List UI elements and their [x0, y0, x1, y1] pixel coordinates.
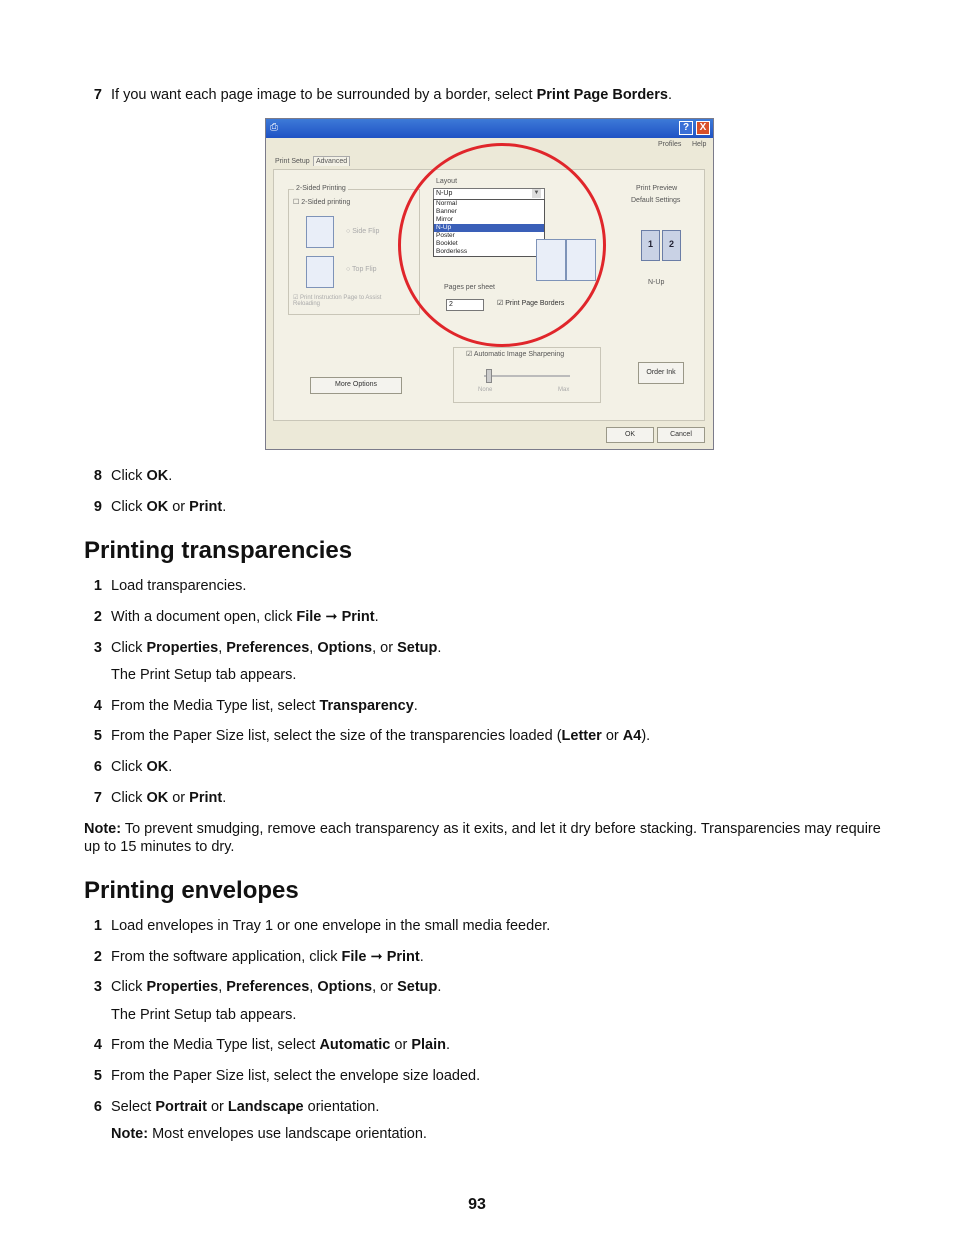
layout-option[interactable]: Booklet: [436, 240, 458, 247]
order-ink-button[interactable]: Order Ink: [638, 362, 684, 384]
step-text: From the Media Type list, select: [111, 1037, 320, 1053]
step-bold: Letter: [561, 728, 602, 744]
step-bold: Print: [189, 499, 223, 515]
side-flip-label: Side Flip: [352, 228, 380, 235]
nup-preview-page-1: 1: [641, 230, 660, 261]
step-text: With a document open, click: [111, 609, 297, 625]
step-number: 3: [93, 979, 102, 995]
step-text: .: [445, 1037, 450, 1053]
layout-option-selected[interactable]: N-Up: [434, 224, 544, 232]
arrow-icon: ➞: [370, 949, 383, 965]
step-bold: Properties: [146, 979, 219, 995]
step-number: 1: [93, 578, 102, 594]
step-bold: OK: [146, 759, 169, 775]
slider-max-label: Max: [558, 387, 570, 393]
step-text: ,: [309, 979, 318, 995]
step-bold: Setup: [397, 979, 438, 995]
side-flip-icon: [306, 216, 334, 248]
dialog-titlebar: [266, 119, 713, 138]
layout-option[interactable]: Banner: [436, 208, 457, 215]
tab-print-setup[interactable]: Print Setup: [275, 158, 310, 165]
step-bold: OK: [146, 468, 169, 484]
slider-none-label: None: [478, 387, 493, 393]
top-flip-icon: [306, 256, 334, 288]
layout-option[interactable]: Normal: [436, 200, 457, 207]
step-bold: OK: [146, 790, 169, 806]
step-text: From the Paper Size list, select the size of the transparencies loaded (: [111, 728, 562, 744]
step-text: Click: [111, 790, 147, 806]
step-text: .: [222, 499, 227, 515]
step-text: ,: [218, 640, 227, 656]
highlight-circle: [398, 143, 606, 347]
step-number: 6: [93, 1099, 102, 1115]
step-text: or: [168, 499, 190, 515]
step-bold: OK: [146, 499, 169, 515]
step-number: 2: [93, 949, 102, 965]
layout-value: N-Up: [436, 190, 453, 197]
step-text: .: [419, 949, 424, 965]
section-title-envelopes: Printing envelopes: [84, 877, 299, 904]
step-number: 3: [93, 640, 102, 656]
nup-preview-page-2: 2: [662, 230, 681, 261]
page-number: 93: [468, 1196, 486, 1213]
help-link[interactable]: Help: [692, 141, 707, 148]
step-text: From the software application, click: [111, 949, 342, 965]
step-bold: Print Page Borders: [536, 87, 668, 103]
tab-advanced[interactable]: Advanced: [313, 156, 350, 166]
sharpening-slider-track[interactable]: [484, 375, 570, 377]
step-bold: Plain: [411, 1037, 446, 1053]
step-number: 1: [93, 918, 102, 934]
step-bold: Options: [317, 979, 373, 995]
step-number: 8: [93, 468, 102, 484]
step-number: 5: [93, 728, 102, 744]
layout-label: Layout: [436, 178, 458, 185]
step-bold: Print: [341, 609, 375, 625]
step-bold: Properties: [146, 640, 219, 656]
two-sided-checkbox[interactable]: ☐ 2-Sided printing: [293, 199, 351, 206]
ok-button[interactable]: OK: [606, 427, 654, 443]
step-text: Click: [111, 979, 147, 995]
step-number: 7: [93, 790, 102, 806]
profiles-link[interactable]: Profiles: [658, 141, 682, 148]
step-bold: Preferences: [226, 640, 310, 656]
pages-per-sheet-value: 2: [449, 301, 453, 308]
step-number: 4: [93, 1037, 102, 1053]
step-text: ).: [641, 728, 651, 744]
step-bold: Options: [317, 640, 373, 656]
step-number: 9: [93, 499, 102, 515]
default-settings-label: Default Settings: [631, 197, 681, 204]
more-options-button[interactable]: More Options: [310, 377, 402, 394]
auto-sharpening-label: Automatic Image Sharpening: [473, 351, 565, 358]
arrow-icon: ➞: [325, 609, 338, 625]
step-number: 5: [93, 1068, 102, 1084]
step-text: Select: [111, 1099, 156, 1115]
step-text: .: [168, 468, 173, 484]
step-bold: Portrait: [155, 1099, 207, 1115]
step-text: , or: [372, 640, 398, 656]
step-bold: Transparency: [319, 698, 414, 714]
layout-option[interactable]: Poster: [436, 232, 455, 239]
note-label: Note:: [84, 821, 122, 837]
layout-option[interactable]: Borderless: [436, 248, 468, 255]
step-number: 6: [93, 759, 102, 775]
auto-sharpening-checkbox[interactable]: ☑ Automatic Image Sharpening: [466, 351, 565, 358]
step-text: From the Paper Size list, select the envelope size loaded.: [111, 1068, 481, 1084]
sharpening-slider-handle[interactable]: [486, 369, 492, 383]
print-preview-label: Print Preview: [636, 185, 678, 192]
step-text: .: [437, 640, 442, 656]
step-text: Click: [111, 468, 147, 484]
nup-caption: N-Up: [648, 279, 665, 286]
step-text: Load transparencies.: [111, 578, 247, 594]
step-bold: A4: [622, 728, 642, 744]
step-text: .: [667, 87, 672, 103]
step-text: or: [168, 790, 190, 806]
pages-per-sheet-label: Pages per sheet: [444, 284, 495, 291]
section-title-transparencies: Printing transparencies: [84, 537, 353, 564]
step-bold: Print: [189, 790, 223, 806]
step-bold: File: [296, 609, 322, 625]
step-bold: Automatic: [319, 1037, 391, 1053]
note-label: Note:: [111, 1126, 149, 1142]
step-text: .: [437, 979, 442, 995]
two-sided-label: 2-Sided printing: [301, 199, 351, 206]
step-text: .: [222, 790, 227, 806]
step-number: 2: [93, 609, 102, 625]
step-text: or: [601, 728, 623, 744]
top-flip-radio[interactable]: ○ Top Flip: [346, 266, 377, 273]
layout-option[interactable]: Mirror: [436, 216, 453, 223]
step-text: .: [413, 698, 418, 714]
e-step-3-result: The Print Setup tab appears.: [111, 1007, 297, 1023]
step-number: 4: [93, 698, 102, 714]
step-bold: Setup: [397, 640, 438, 656]
step-text: If you want each page image to be surrounded by a border, select: [111, 87, 537, 103]
note-envelopes: [111, 1125, 427, 1143]
help-icon[interactable]: ?: [679, 121, 693, 135]
t-step-3-result: The Print Setup tab appears.: [111, 667, 297, 683]
print-instruction-label: Print Instruction Page to Assist Reloading: [293, 295, 382, 307]
step-text: or: [206, 1099, 228, 1115]
printer-icon: ⎙: [270, 122, 278, 133]
note-text: Most envelopes use landscape orientation.: [148, 1126, 427, 1142]
print-instruction-checkbox[interactable]: ☑ Print Instruction Page to Assist Reloading: [293, 295, 382, 307]
chevron-down-icon[interactable]: ▼: [533, 190, 540, 196]
step-text: Click: [111, 499, 147, 515]
step-text: From the Media Type list, select: [111, 698, 320, 714]
step-text: .: [168, 759, 173, 775]
cancel-button[interactable]: Cancel: [657, 427, 705, 443]
step-text: Click: [111, 640, 147, 656]
side-flip-radio[interactable]: ○ Side Flip: [346, 228, 380, 235]
step-text: ,: [218, 979, 227, 995]
step-bold: Preferences: [226, 979, 310, 995]
step-text: orientation.: [303, 1099, 380, 1115]
print-page-borders-checkbox[interactable]: ☑ Print Page Borders: [497, 300, 565, 307]
print-dialog-screenshot: [265, 118, 714, 450]
step-text: Click: [111, 759, 147, 775]
step-bold: Landscape: [227, 1099, 304, 1115]
step-number: 7: [93, 87, 102, 103]
step-text: or: [390, 1037, 412, 1053]
step-text: ,: [309, 640, 318, 656]
step-bold: File: [341, 949, 367, 965]
close-icon[interactable]: X: [696, 121, 710, 135]
print-page-borders-label: Print Page Borders: [505, 300, 565, 307]
note-text: To prevent smudging, remove each transparency as it exits, and let it dry before stacking. Transparencies may require up to 15 minutes to dry.: [84, 821, 881, 855]
step-text: , or: [372, 979, 398, 995]
step-bold: Print: [386, 949, 420, 965]
step-text: Load envelopes in Tray 1 or one envelope in the small media feeder.: [111, 918, 551, 934]
top-flip-label: Top Flip: [352, 266, 377, 273]
two-sided-group-label: 2-Sided Printing: [296, 185, 346, 192]
step-text: .: [374, 609, 379, 625]
note-transparencies: [84, 820, 884, 856]
